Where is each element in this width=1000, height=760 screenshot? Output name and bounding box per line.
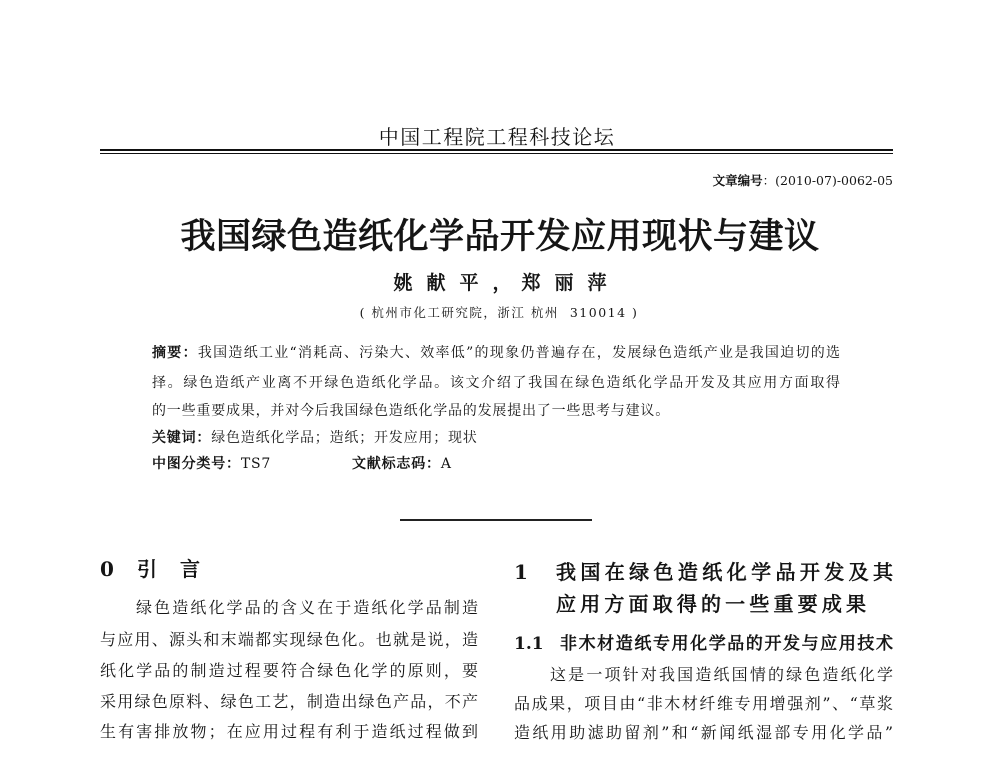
keywords-line	[152, 430, 478, 446]
abstract-line: 的一些重要成果，并对今后我国绿色造纸化学品的发展提出了一些思考与建议。	[152, 403, 670, 419]
body-text-line: 造纸用助滤助留剂”和“新闻纸湿部专用化学品”	[514, 723, 893, 742]
author-affiliation: ( 杭州市化工研究院，浙江 杭州 310014 )	[359, 305, 639, 320]
abstract-label: 摘要：	[152, 345, 198, 361]
header-rule-thin	[100, 153, 893, 154]
body-text-line: 这是一项针对我国造纸国情的绿色造纸化学	[550, 665, 893, 684]
keywords-label: 关键词：	[152, 430, 212, 446]
abstract-line: 择。绿色造纸产业离不开绿色造纸化学品。该文介绍了我国在绿色造纸化学品开发及其应用方面取得	[152, 375, 840, 391]
clc-number	[152, 456, 271, 472]
article-number	[713, 173, 893, 189]
body-text-line: 纸化学品的制造过程要符合绿色化学的原则，要	[100, 661, 478, 680]
section-title: 引言	[137, 557, 223, 581]
article-number-label: 文章编号	[712, 173, 763, 188]
clc-value: TS7	[240, 456, 272, 472]
author-name: 姚献平	[393, 272, 493, 294]
author-name: 郑丽萍	[521, 272, 621, 294]
abstract-text: 我国造纸工业“消耗高、污染大、效率低”的现象仍普遍存在，发展绿色造纸产业是我国迫切的选	[197, 345, 840, 361]
subsection-title: 非木材造纸专用化学品的开发与应用技术	[560, 634, 893, 654]
clc-label: 中图分类号：	[152, 456, 241, 472]
section-number: 1	[514, 560, 528, 584]
body-text-line: 绿色造纸化学品的含义在于造纸化学品制造	[136, 598, 478, 617]
header-rule	[100, 149, 893, 151]
section-divider	[400, 519, 592, 521]
article-number-value: ：(2010-07)-0062-05	[762, 173, 893, 188]
author-separator: ，	[492, 272, 512, 294]
journal-header-title: 中国工程院工程科技论坛	[378, 125, 616, 149]
body-text-line: 采用绿色原料、绿色工艺，制造出绿色产品，不产	[100, 692, 478, 711]
document-code	[352, 456, 452, 472]
abstract-line	[152, 345, 840, 361]
author-list	[0, 271, 1000, 295]
body-text-line: 品成果，项目由“非木材纤维专用增强剂”、“草浆	[514, 694, 893, 713]
document-code-value: A	[440, 456, 452, 472]
subsection-number: 1.1	[514, 634, 544, 654]
body-text-line: 与应用、源头和末端都实现绿色化。也就是说，造	[100, 630, 478, 649]
keywords-value: 绿色造纸化学品；造纸；开发应用；现状	[211, 430, 478, 446]
body-text-line: 生有害排放物；在应用过程有利于造纸过程做到	[100, 722, 478, 741]
paper-title: 我国绿色造纸化学品开发应用现状与建议	[180, 216, 820, 257]
document-code-label: 文献标志码：	[352, 456, 441, 472]
section-title: 我国在绿色造纸化学品开发及其	[556, 560, 893, 584]
section-number: 0	[100, 557, 114, 581]
section-title: 应用方面取得的一些重要成果	[556, 592, 866, 616]
